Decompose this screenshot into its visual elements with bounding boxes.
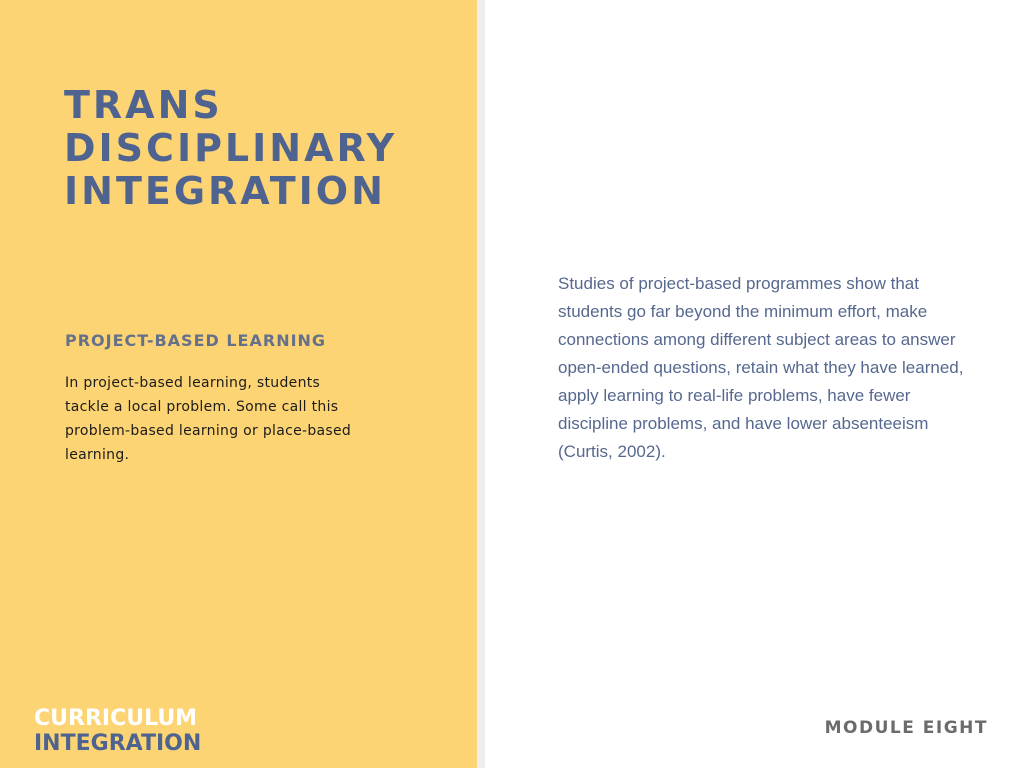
module-label: MODULE EIGHT <box>824 718 988 738</box>
brand-line-2: INTEGRATION <box>34 731 202 756</box>
panel-divider <box>477 0 485 768</box>
section-heading: PROJECT-BASED LEARNING <box>65 331 327 350</box>
section-body: In project-based learning, students tackle a local problem. Some call this problem-based learning or place-based learning. <box>65 375 352 463</box>
quote-text: Studies of project-based programmes show that students go far beyond the minimum effort, make connections among different subject areas to answer open-ended questions, retain what they have learned, apply learning to real-life problems, have fewer discipline problems, and have lower absenteeism (Curtis, 2002). <box>558 274 964 461</box>
slide-title <box>64 84 397 213</box>
brand-line-1: CURRICULUM <box>34 706 198 731</box>
slide-title-line-2: DISCIPLINARY <box>64 126 398 170</box>
slide-title-line-3: INTEGRATION <box>64 169 386 213</box>
slide-title-line-1: TRANS <box>64 83 223 127</box>
brand-logo <box>34 706 201 756</box>
left-panel <box>0 0 477 768</box>
